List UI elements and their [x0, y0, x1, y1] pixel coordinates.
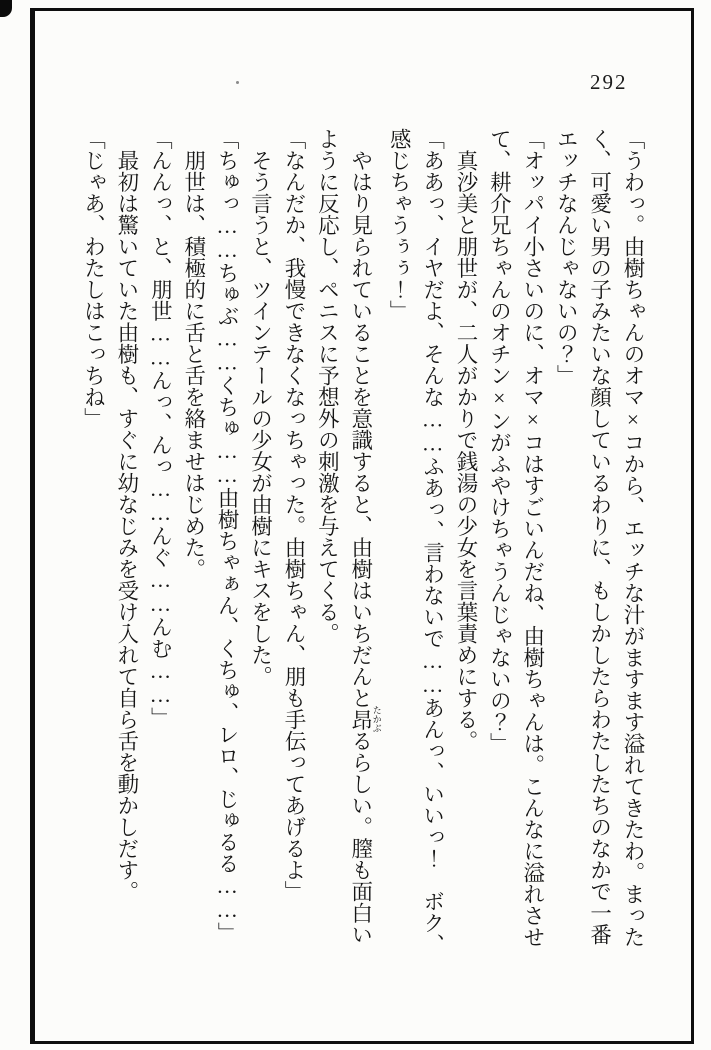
text-line: て、耕介兄ちゃんのオチン×ンがふやけちゃうんじゃないの？」 [487, 128, 512, 754]
text-line: エッチなんじゃないの？」 [554, 128, 579, 386]
text-line: 「うわっ。由樹ちゃんのオマ×コから、エッチな汁がますます溢れてきたわ。まった [621, 128, 645, 948]
text-line: 「オッパイ小さいのに、オマ×コはすごいんだね、由樹ちゃんは。こんなに溢れさせ [520, 128, 545, 948]
scan-corner-artifact [0, 0, 12, 17]
text-line: 「ああっ、イヤだよ、そんな……ふあっ、言わないで……あんっ、いいっ！ ボク、 [420, 128, 445, 955]
text-line: 最初は驚いていた由樹も、すぐに幼なじみを受け入れて自ら舌を動かしだす。 [114, 128, 139, 902]
scan-speck [236, 81, 239, 84]
page-number: 292 [590, 70, 628, 94]
text-block [76, 128, 649, 973]
text-line: 朋世は、積極的に舌と舌を絡ませはじめた。 [181, 128, 206, 580]
text-line: 「ちゅっ……ちゅぶ……くちゅ……由樹ちゃぁん、くちゅ、レロ、じゅるる……」 [215, 128, 240, 944]
text-line: やはり見られていることを意識すると、由樹はいちだんと昂 たかぶるらしい。膣も面白い [348, 128, 382, 945]
text-line: そう言うと、ツインテールの少女が由樹にキスをした。 [248, 128, 273, 687]
text-line: く、可愛い男の子みたいな顔しているわりに、もしかしたらわたしたちのなかで一番 [587, 128, 612, 945]
text-line: 「じゃあ、わたしはこっちね」 [81, 128, 106, 429]
text-line: ように反応し、ペニスに予想外の刺激を与えてくる。 [315, 128, 340, 644]
text-line: 真沙美と朋世が、二人がかりで銭湯の少女を言葉責めにする。 [453, 128, 478, 752]
text-line: 感じちゃうぅぅ！」 [387, 128, 412, 322]
text-line: 「んんっ、と、朋世……んっ、んっ……んぐ……んむ……」 [148, 128, 173, 729]
text-line: 「なんだか、我慢できなくなっちゃった。由樹ちゃん、朋も手伝ってあげるよ」 [281, 128, 306, 902]
